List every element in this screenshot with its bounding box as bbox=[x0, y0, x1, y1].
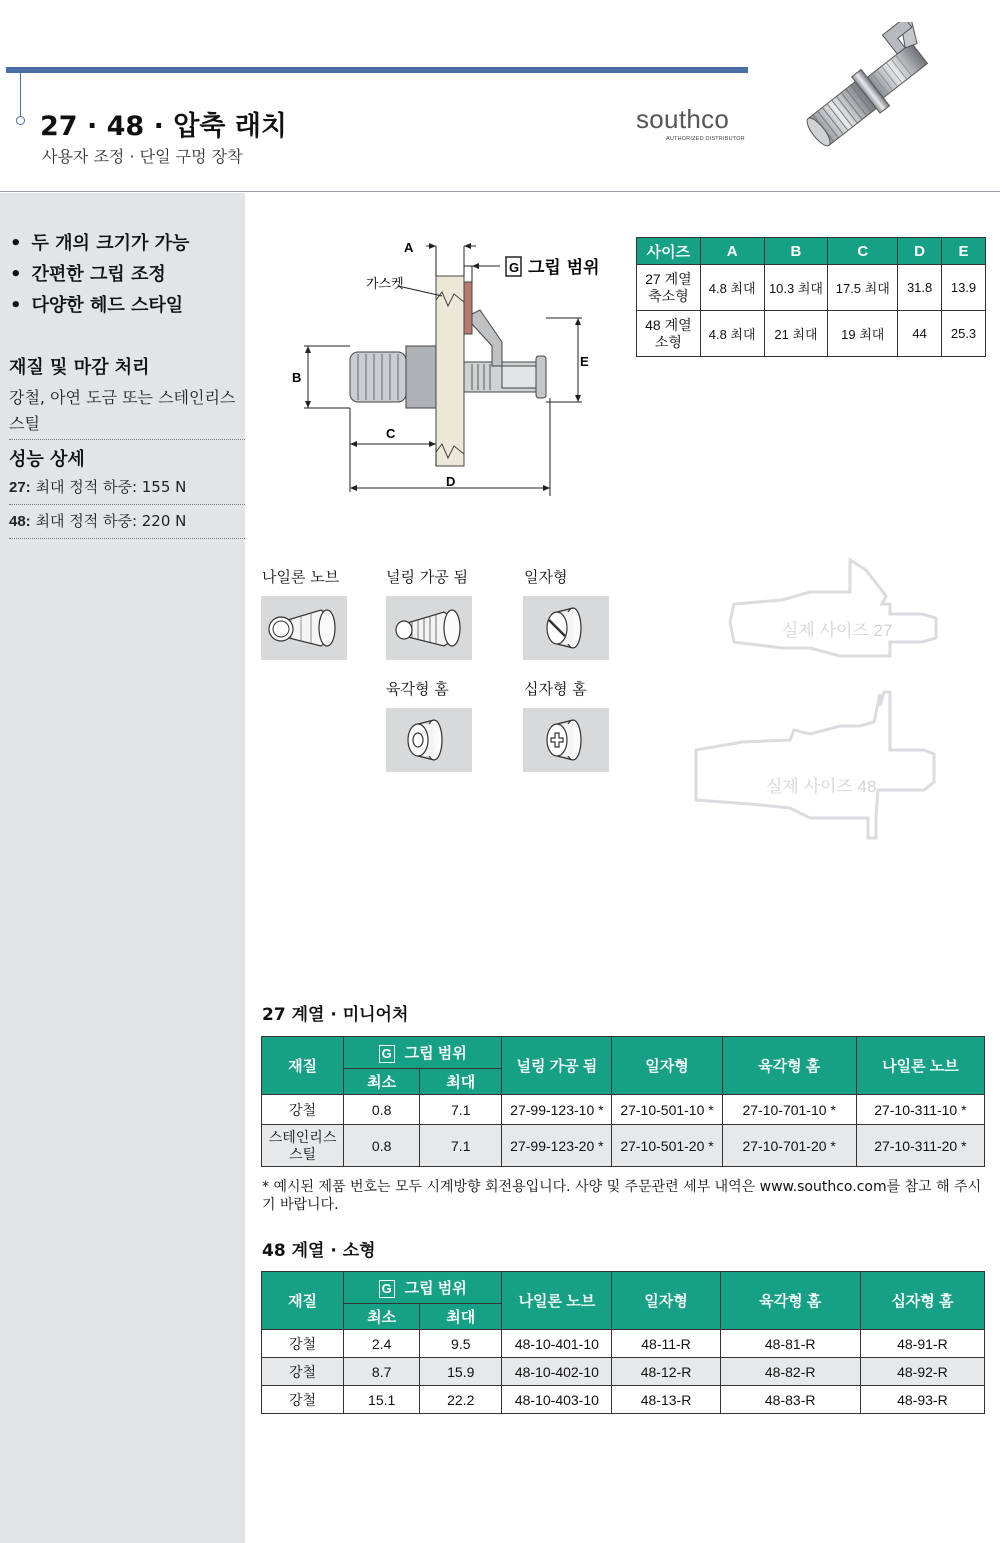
t48-max: 22.2 bbox=[420, 1386, 502, 1414]
gasket-label: 가스켓 bbox=[366, 277, 404, 292]
t48-header-max: 최대 bbox=[420, 1304, 502, 1330]
page-subtitle: 사용자 조정 · 단일 구멍 장착 bbox=[42, 147, 243, 166]
t27-part-nylon: 27-10-311-10 * bbox=[856, 1095, 984, 1125]
t48-part-slotted: 48-13-R bbox=[612, 1386, 720, 1414]
perf-48-label: 48: bbox=[9, 513, 31, 530]
head-style-phillips-image bbox=[523, 708, 609, 772]
perf-27-row bbox=[9, 471, 245, 505]
spec-cell-c: 17.5 최대 bbox=[828, 265, 898, 311]
t48-part-nylon: 48-10-401-10 bbox=[502, 1330, 612, 1358]
spec-cell-d: 31.8 bbox=[898, 265, 942, 311]
spec-cell-c: 19 최대 bbox=[828, 311, 898, 357]
t27-part-slotted: 27-10-501-10 * bbox=[612, 1095, 722, 1125]
feature-item: • 다양한 헤드 스타일 bbox=[10, 291, 189, 322]
phillips-head-icon bbox=[523, 708, 609, 772]
table-header-row bbox=[262, 1272, 985, 1304]
t48-part-phillips: 48-93-R bbox=[860, 1386, 984, 1414]
t48-header-grip-label: 그립 범위 bbox=[404, 1279, 467, 1297]
page-title: 27 · 48 · 압축 래치 bbox=[40, 111, 287, 142]
grip-badge-icon: G bbox=[379, 1045, 395, 1063]
table-header-row bbox=[637, 238, 986, 265]
sidebar bbox=[0, 193, 245, 1543]
header-rule bbox=[6, 67, 748, 73]
t27-header-min: 최소 bbox=[344, 1069, 420, 1095]
t48-header-col2: 일자형 bbox=[612, 1272, 720, 1330]
t48-part-slotted: 48-12-R bbox=[612, 1358, 720, 1386]
t27-header-max: 최대 bbox=[420, 1069, 502, 1095]
head-style-knurled-image bbox=[386, 596, 472, 660]
dim-label-d: D bbox=[446, 474, 456, 489]
t48-max: 9.5 bbox=[420, 1330, 502, 1358]
spec-cell-e: 13.9 bbox=[942, 265, 986, 311]
spec-cell-a: 4.8 최대 bbox=[700, 311, 764, 357]
spec-header-d: D bbox=[898, 238, 942, 265]
table-row bbox=[262, 1386, 985, 1414]
t48-max: 15.9 bbox=[420, 1358, 502, 1386]
series27-table bbox=[261, 1036, 985, 1167]
t27-min: 0.8 bbox=[344, 1125, 420, 1167]
spec-cell-b: 10.3 최대 bbox=[764, 265, 828, 311]
dimension-diagram bbox=[280, 230, 610, 505]
perf-48-text: 최대 정적 하중: 220 N bbox=[35, 512, 187, 530]
dim-label-c: C bbox=[386, 426, 396, 441]
dim-label-e: E bbox=[580, 354, 589, 369]
head-style-label-nylon: 나일론 노브 bbox=[262, 568, 340, 586]
latch-product-photo bbox=[770, 22, 960, 182]
t27-header-col2: 일자형 bbox=[612, 1037, 722, 1095]
feature-item: • 두 개의 크기가 가능 bbox=[10, 229, 189, 260]
slotted-head-icon bbox=[523, 596, 609, 660]
t27-max: 7.1 bbox=[420, 1125, 502, 1167]
t48-part-phillips: 48-92-R bbox=[860, 1358, 984, 1386]
t48-header-col1: 나일론 노브 bbox=[502, 1272, 612, 1330]
head-style-nylon-image bbox=[261, 596, 347, 660]
t27-min: 0.8 bbox=[344, 1095, 420, 1125]
actual-size-27-label: 실제 사이즈 27 bbox=[782, 621, 893, 640]
nylon-knob-icon bbox=[261, 596, 347, 660]
table-row bbox=[637, 311, 986, 357]
table-row bbox=[262, 1125, 985, 1167]
knurled-knob-icon bbox=[386, 596, 472, 660]
t48-part-phillips: 48-91-R bbox=[860, 1330, 984, 1358]
spec-size-name: 48 계열 소형 bbox=[637, 311, 701, 357]
header-dot-icon bbox=[16, 116, 25, 125]
dim-label-a: A bbox=[404, 240, 414, 255]
spec-header-e: E bbox=[942, 238, 986, 265]
grip-range-label: 그립 범위 bbox=[528, 258, 600, 278]
table-row bbox=[262, 1095, 985, 1125]
t27-header-col3: 육각형 홈 bbox=[722, 1037, 856, 1095]
table48-title: 48 계열 · 소형 bbox=[262, 1241, 376, 1261]
t48-header-grip bbox=[344, 1272, 502, 1304]
t48-part-nylon: 48-10-403-10 bbox=[502, 1386, 612, 1414]
material-text: 강철, 아연 도금 또는 스테인리스 스틸 bbox=[9, 385, 245, 440]
series48-table bbox=[261, 1271, 985, 1414]
t48-material: 강철 bbox=[262, 1358, 344, 1386]
grip-badge-icon: G bbox=[379, 1280, 395, 1298]
t27-part-slotted: 27-10-501-20 * bbox=[612, 1125, 722, 1167]
t48-min: 2.4 bbox=[344, 1330, 420, 1358]
performance-heading: 성능 상세 bbox=[9, 449, 85, 470]
head-style-label-hex: 육각형 홈 bbox=[386, 680, 449, 698]
actual-size-outlines bbox=[690, 556, 950, 846]
t27-part-hex: 27-10-701-10 * bbox=[722, 1095, 856, 1125]
table-header-row bbox=[262, 1037, 985, 1069]
head-style-slotted-image bbox=[523, 596, 609, 660]
actual-size-48-label: 실제 사이즈 48 bbox=[766, 777, 877, 796]
spec-header-size: 사이즈 bbox=[637, 238, 701, 265]
t27-max: 7.1 bbox=[420, 1095, 502, 1125]
t48-header-col3: 육각형 홈 bbox=[720, 1272, 860, 1330]
material-heading: 재질 및 마감 처리 bbox=[9, 357, 150, 378]
t27-part-knurled: 27-99-123-10 * bbox=[502, 1095, 612, 1125]
southco-logo bbox=[636, 106, 752, 146]
perf-27-text: 최대 정적 하중: 155 N bbox=[35, 478, 187, 496]
table-row bbox=[637, 265, 986, 311]
t48-part-slotted: 48-11-R bbox=[612, 1330, 720, 1358]
head-style-label-slotted: 일자형 bbox=[524, 568, 568, 586]
t27-header-grip bbox=[344, 1037, 502, 1069]
material-section bbox=[9, 353, 245, 440]
t48-material: 강철 bbox=[262, 1330, 344, 1358]
feature-item: • 간편한 그립 조정 bbox=[10, 260, 189, 291]
perf-48-row bbox=[9, 505, 245, 539]
spec-cell-d: 44 bbox=[898, 311, 942, 357]
feature-list bbox=[10, 229, 189, 322]
t48-header-min: 최소 bbox=[344, 1304, 420, 1330]
t48-min: 15.1 bbox=[344, 1386, 420, 1414]
spec-header-a: A bbox=[700, 238, 764, 265]
t48-header-material: 재질 bbox=[262, 1272, 344, 1330]
perf-27-label: 27: bbox=[9, 479, 31, 496]
t48-header-col4: 십자형 홈 bbox=[860, 1272, 984, 1330]
logo-text: southco bbox=[636, 104, 730, 134]
hex-socket-icon bbox=[386, 708, 472, 772]
t48-part-hex: 48-81-R bbox=[720, 1330, 860, 1358]
spec-cell-e: 25.3 bbox=[942, 311, 986, 357]
table-row bbox=[262, 1330, 985, 1358]
table-row bbox=[262, 1358, 985, 1386]
t48-part-nylon: 48-10-402-10 bbox=[502, 1358, 612, 1386]
dimension-spec-table bbox=[636, 237, 986, 357]
t27-part-nylon: 27-10-311-20 * bbox=[856, 1125, 984, 1167]
grip-badge-letter: G bbox=[509, 260, 520, 275]
t27-header-material: 재질 bbox=[262, 1037, 344, 1095]
head-style-label-phillips: 십자형 홈 bbox=[524, 680, 587, 698]
table27-title: 27 계열 · 미니어처 bbox=[262, 1005, 409, 1025]
page-header bbox=[0, 0, 1000, 192]
logo-subtext: AUTHORIZED DISTRIBUTOR bbox=[666, 136, 745, 142]
t27-material: 스테인리스 스틸 bbox=[262, 1125, 344, 1167]
t27-material: 강철 bbox=[262, 1095, 344, 1125]
dim-label-b: B bbox=[292, 370, 302, 385]
spec-cell-a: 4.8 최대 bbox=[700, 265, 764, 311]
head-style-hex-image bbox=[386, 708, 472, 772]
t27-header-col1: 널링 가공 됨 bbox=[502, 1037, 612, 1095]
head-style-label-knurled: 널링 가공 됨 bbox=[386, 568, 468, 586]
spec-cell-b: 21 최대 bbox=[764, 311, 828, 357]
t48-part-hex: 48-83-R bbox=[720, 1386, 860, 1414]
spec-size-name: 27 계열 축소형 bbox=[637, 265, 701, 311]
t48-min: 8.7 bbox=[344, 1358, 420, 1386]
spec-header-c: C bbox=[828, 238, 898, 265]
performance-section bbox=[9, 445, 245, 539]
t27-part-hex: 27-10-701-20 * bbox=[722, 1125, 856, 1167]
t48-part-hex: 48-82-R bbox=[720, 1358, 860, 1386]
spec-header-b: B bbox=[764, 238, 828, 265]
footnote: * 예시된 제품 번호는 모두 시계방향 회전용입니다. 사양 및 주문관련 세부 내역은 www.southco.com를 참고 해 주시기 바랍니다. bbox=[262, 1179, 982, 1213]
t48-material: 강철 bbox=[262, 1386, 344, 1414]
t27-part-knurled: 27-99-123-20 * bbox=[502, 1125, 612, 1167]
header-connector-line bbox=[20, 73, 21, 119]
t27-header-col4: 나일론 노브 bbox=[856, 1037, 984, 1095]
t27-header-grip-label: 그립 범위 bbox=[404, 1044, 467, 1062]
